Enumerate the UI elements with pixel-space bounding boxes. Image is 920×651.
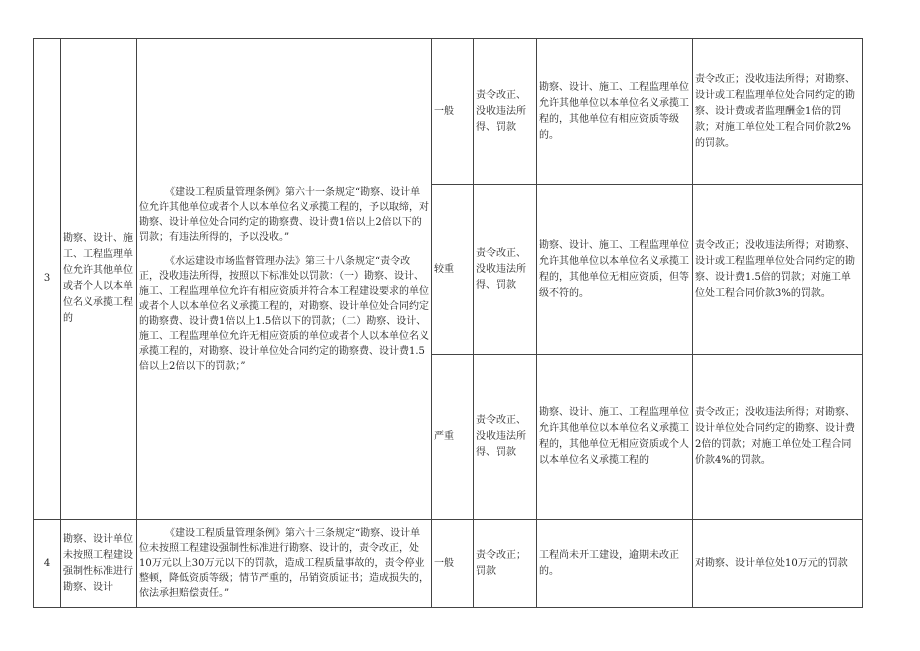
penalty-standards-table [33, 38, 863, 608]
violation-condition: 工程尚未开工建设，逾期未改正的。 [537, 520, 693, 608]
severity-level: 严重 [432, 355, 474, 520]
item-number: 4 [34, 520, 61, 608]
penalty-standard: 对勘察、设计单位处10万元的罚款 [693, 520, 863, 608]
legal-basis [137, 39, 432, 520]
violation-condition: 勘察、设计、施工、工程监理单位允许其他单位以本单位名义承揽工程的，其他单位无相应资质，但等级不符的。 [537, 185, 693, 355]
legal-basis-paragraph: 《建设工程质量管理条例》第六十三条规定“勘察、设计单位未按照工程建设强制性标准进行勘察、设计的，责令改正，处10万元以上30万元以下的罚款，造成工程质量事故的，责令停业整顿，降低资质等级；情节严重的，吊销资质证书；造成损失的，依法承担赔偿责任。” [139, 528, 429, 599]
legal-basis-paragraph: 《建设工程质量管理条例》第六十一条规定“勘察、设计单位允许其他单位或者个人以本单位名义承揽工程的，予以取缔，对勘察、设计单位处合同约定的勘察费、设计费1倍以上2倍以下的罚款；有违法所得的，予以没收。” [139, 186, 429, 243]
penalty-type: 责令改正、没收违法所得、罚款 [474, 355, 537, 520]
table-row [34, 520, 863, 608]
violation-description: 勘察、设计单位未按照工程建设强制性标准进行勘察、设计 [61, 520, 137, 608]
severity-level: 较重 [432, 185, 474, 355]
table-row [34, 39, 863, 185]
legal-basis [137, 520, 432, 608]
penalty-standard: 责令改正；没收违法所得；对勘察、设计单位处合同约定的勘察、设计费2倍的罚款；对施工单位处工程合同价款4%的罚款。 [693, 355, 863, 520]
violation-description: 勘察、设计、施工、工程监理单位允许其他单位或者个人以本单位名义承揽工程的 [61, 39, 137, 520]
penalty-standard: 责令改正；没收违法所得；对勘察、设计或工程监理单位处合同约定的勘察、设计费1.5倍的罚款；对施工单位处工程合同价款3%的罚款。 [693, 185, 863, 355]
penalty-type: 责令改正、没收违法所得、罚款 [474, 185, 537, 355]
legal-basis-paragraph: 《水运建设市场监督管理办法》第三十八条规定“责令改正，没收违法所得，按照以下标准处以罚款：（一）勘察、设计、施工、工程监理单位允许有相应资质并符合本工程建设要求的单位或者个人以本单位名义承揽工程的，对勘察、设计单位处合同约定的勘察费、设计费1倍以上1.5倍以下的罚款；（二）勘察、设计、施工、工程监理单位允许无相应资质的单位或者个人以本单位名义承揽工程的，对勘察、设计单位处合同约定的勘察费、设计费1.5倍以上2倍以下的罚款；” [139, 255, 429, 372]
violation-condition: 勘察、设计、施工、工程监理单位允许其他单位以本单位名义承揽工程的，其他单位有相应资质等级的。 [537, 39, 693, 185]
item-number: 3 [34, 39, 61, 520]
severity-level: 一般 [432, 39, 474, 185]
penalty-standard: 责令改正；没收违法所得；对勘察、设计或工程监理单位处合同约定的勘察、设计费或者监理酬金1倍的罚款；对施工单位处工程合同价款2%的罚款。 [693, 39, 863, 185]
severity-level: 一般 [432, 520, 474, 608]
penalty-type: 责令改正、没收违法所得、罚款 [474, 39, 537, 185]
penalty-type: 责令改正；罚款 [474, 520, 537, 608]
violation-condition: 勘察、设计、施工、工程监理单位允许其他单位以本单位名义承揽工程的，其他单位无相应资质或个人以本单位名义承揽工程的 [537, 355, 693, 520]
